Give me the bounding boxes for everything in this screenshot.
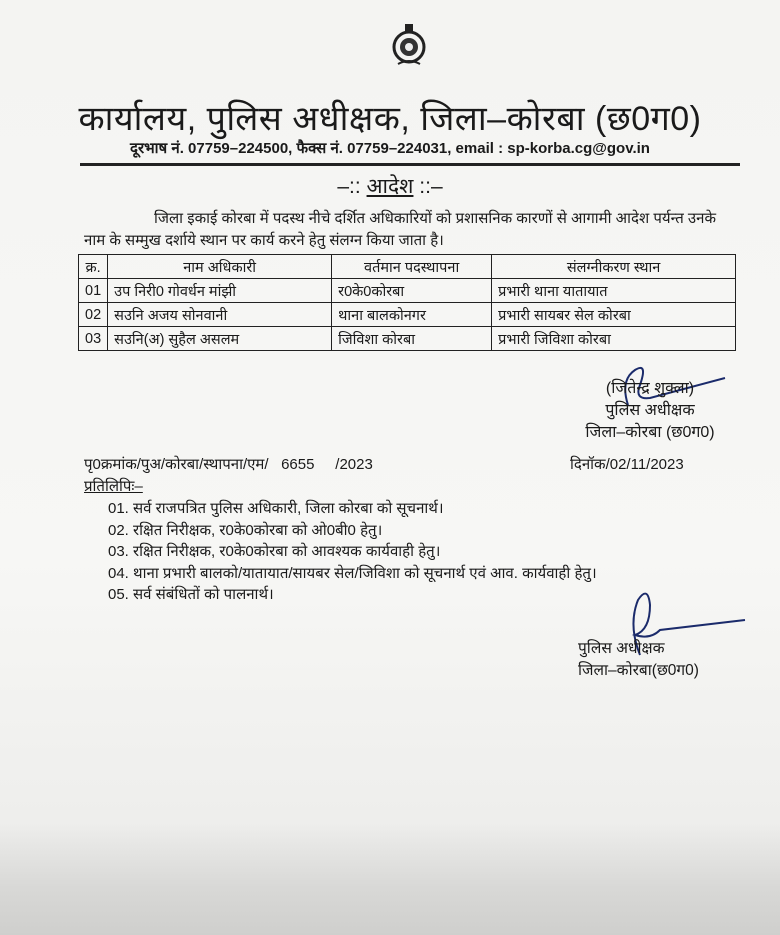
cell-attachment-place: प्रभारी जिविशा कोरबा	[492, 327, 736, 351]
order-suffix: ::–	[413, 175, 443, 198]
order-date: दिनॉक/02/11/2023	[570, 456, 684, 473]
list-item: 02. रक्षित निरीक्षक, र0के0कोरबा को ओ0बी0 हेतु।	[108, 521, 383, 539]
cell-serial: 01	[79, 279, 108, 303]
contact-line: दूरभाष नं. 07759–224500, फैक्स नं. 07759–224031, email : sp-korba.cg@gov.in	[130, 140, 650, 157]
copy-to-label: प्रतिलिपिः–	[84, 478, 143, 495]
list-item: 01. सर्व राजपत्रित पुलिस अधिकारी, जिला कोरबा को सूचनार्थ।	[108, 500, 444, 517]
copy-to-list	[108, 498, 597, 606]
col-current-posting: वर्तमान पदस्थापना	[332, 255, 492, 279]
header-divider	[80, 163, 740, 166]
table-row	[79, 327, 736, 351]
signatory2-designation: पुलिस अधीक्षक	[578, 640, 665, 657]
signatory2-district: जिला–कोरबा(छ0ग0)	[578, 662, 699, 679]
cell-current-posting: जिविशा कोरबा	[332, 327, 492, 351]
list-item: 05. सर्व संबंधितों को पालनार्थ।	[108, 586, 274, 603]
cell-name: सउनि(अ) सुहैल असलम	[108, 327, 332, 351]
order-heading	[0, 172, 780, 200]
cell-serial: 02	[79, 303, 108, 327]
signatory-designation: पुलिस अधीक्षक	[605, 402, 695, 419]
reference-number: पृ0क्रमांक/पुअ/कोरबा/स्थापना/एम/ 6655 /2023	[84, 456, 373, 473]
table-row	[79, 279, 736, 303]
table-header-row	[79, 255, 736, 279]
cell-attachment-place: प्रभारी सायबर सेल कोरबा	[492, 303, 736, 327]
cell-attachment-place: प्रभारी थाना यातायात	[492, 279, 736, 303]
order-title: आदेश	[366, 175, 414, 198]
list-item: 03. रक्षित निरीक्षक, र0के0कोरबा को आवश्यक कार्यवाही हेतु।	[108, 543, 441, 560]
table-row	[79, 303, 736, 327]
signatory-name: (जितेन्द्र शुक्ला)	[605, 380, 695, 397]
col-serial: क्र.	[79, 255, 108, 279]
cell-name: सउनि अजय सोनवानी	[108, 303, 332, 327]
cell-serial: 03	[79, 327, 108, 351]
signatory-district: जिला–कोरबा (छ0ग0)	[585, 424, 715, 441]
col-attachment-place: संलग्नीकरण स्थान	[492, 255, 736, 279]
list-item: 04. थाना प्रभारी बालको/यातायात/सायबर सेल/जिविशा को सूचनार्थ एवं आव. कार्यवाही हेतु।	[108, 564, 597, 582]
order-body: जिला इकाई कोरबा में पदस्थ नीचे दर्शित अधिकारियों को प्रशासनिक कारणों से आगामी आदेश पर्यन्त उनके नाम के सम्मुख दर्शाये स्थान पर कार्य करने हेतु संलग्न किया जाता है।	[84, 210, 716, 249]
officers-table	[78, 254, 736, 351]
order-prefix: –::	[337, 175, 367, 198]
office-title: कार्यालय, पुलिस अधीक्षक, जिला–कोरबा (छ0ग0)	[78, 100, 702, 138]
signatory-block	[560, 378, 740, 444]
signatory-block-2	[578, 638, 699, 682]
cell-current-posting: थाना बालकोनगर	[332, 303, 492, 327]
cell-current-posting: र0के0कोरबा	[332, 279, 492, 303]
col-name: नाम अधिकारी	[108, 255, 332, 279]
cell-name: उप निरी0 गोवर्धन मांझी	[108, 279, 332, 303]
police-emblem-icon	[384, 18, 434, 68]
